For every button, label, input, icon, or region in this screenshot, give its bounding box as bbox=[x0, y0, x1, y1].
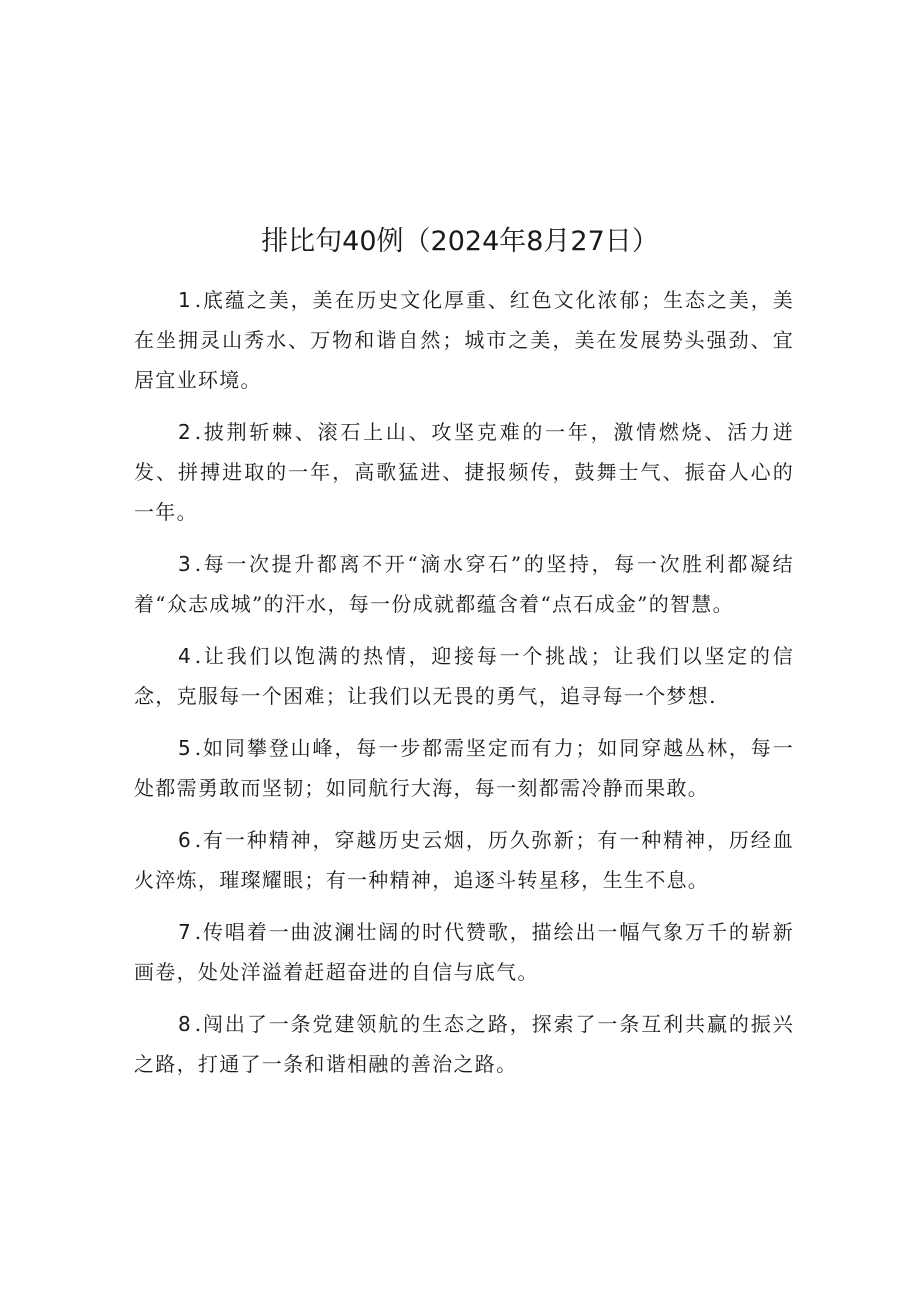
paragraph-number: 1 bbox=[178, 288, 191, 312]
paragraph-2 bbox=[134, 412, 794, 532]
paragraph-text: .每一次提升都离不开“滴水穿石”的坚持，每一次胜利都凝结着“众志成城”的汗水，每一份成就都蕴含着“点石成金”的智慧。 bbox=[134, 552, 794, 616]
paragraph-6 bbox=[134, 820, 794, 900]
paragraph-number: 4 bbox=[178, 644, 191, 668]
paragraph-number: 6 bbox=[178, 828, 191, 852]
paragraph-number: 7 bbox=[178, 920, 191, 944]
paragraph-text: .让我们以饱满的热情，迎接每一个挑战；让我们以坚定的信念，克服每一个困难；让我们以无畏的勇气，追寻每一个梦想. bbox=[134, 644, 794, 708]
paragraph-text: .传唱着一曲波澜壮阔的时代赞歌，描绘出一幅气象万千的崭新画卷，处处洋溢着赶超奋进的自信与底气。 bbox=[134, 920, 794, 984]
paragraph-text: .如同攀登山峰，每一步都需坚定而有力；如同穿越丛林，每一处都需勇敢而坚韧；如同航行大海，每一刻都需冷静而果敢。 bbox=[134, 736, 794, 800]
paragraph-5 bbox=[134, 728, 794, 808]
paragraph-text: .闯出了一条党建领航的生态之路，探索了一条互利共赢的振兴之路，打通了一条和谐相融的善治之路。 bbox=[134, 1012, 794, 1076]
paragraph-number: 8 bbox=[178, 1012, 191, 1036]
paragraph-number: 3 bbox=[178, 552, 191, 576]
paragraph-text: .底蕴之美，美在历史文化厚重、红色文化浓郁；生态之美，美在坐拥灵山秀水、万物和谐自然；城市之美，美在发展势头强劲、宜居宜业环境。 bbox=[134, 288, 794, 392]
paragraph-text: .有一种精神，穿越历史云烟，历久弥新；有一种精神，历经血火淬炼，璀璨耀眼；有一种精神，追逐斗转星移，生生不息。 bbox=[134, 828, 794, 892]
paragraph-number: 2 bbox=[178, 420, 191, 444]
paragraph-number: 5 bbox=[178, 736, 191, 760]
paragraph-7 bbox=[134, 912, 794, 992]
document-title: 排比句40例（2024年8月27日） bbox=[261, 226, 659, 257]
paragraph-3 bbox=[134, 544, 794, 624]
paragraph-1 bbox=[134, 280, 794, 400]
paragraph-8 bbox=[134, 1004, 794, 1084]
document-body bbox=[134, 280, 794, 1096]
paragraph-text: .披荆斩棘、滚石上山、攻坚克难的一年，激情燃烧、活力迸发、拼搏进取的一年，高歌猛进、捷报频传，鼓舞士气、振奋人心的一年。 bbox=[134, 420, 794, 524]
paragraph-4 bbox=[134, 636, 794, 716]
